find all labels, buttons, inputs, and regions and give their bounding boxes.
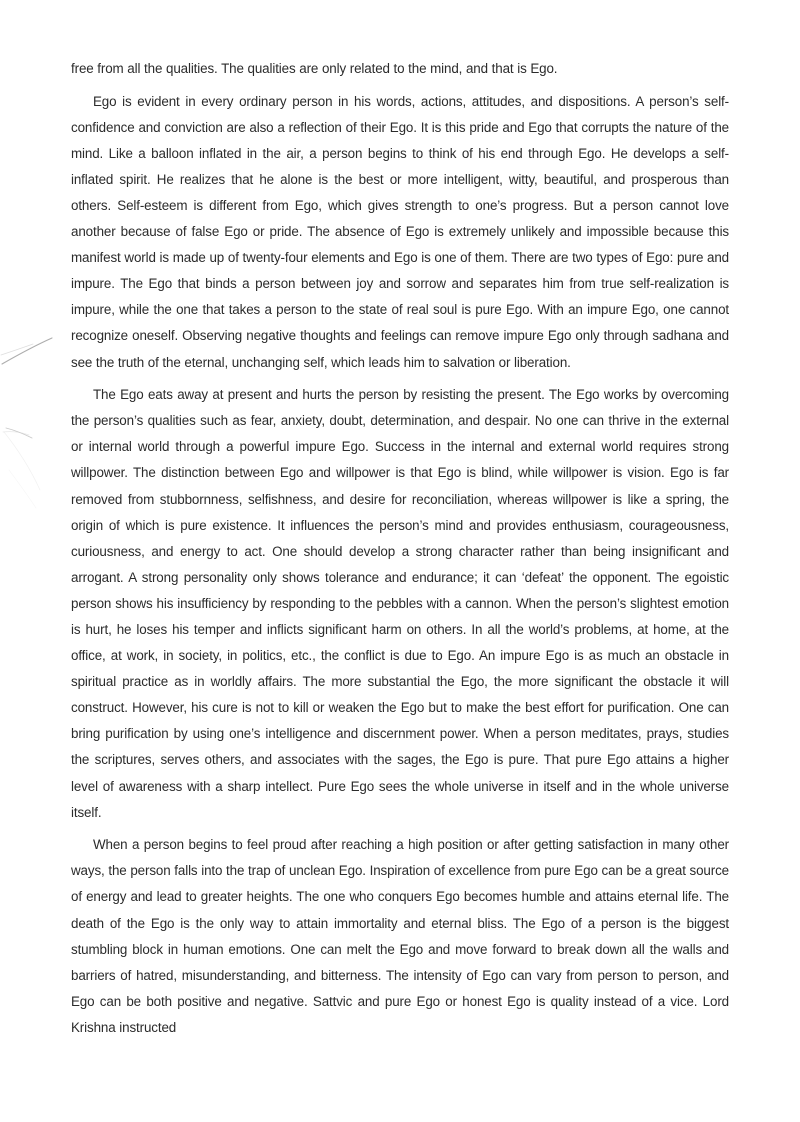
paragraph-feel-proud: When a person begins to feel proud after reaching a high position or after getting satisfaction in many other ways, the person falls into the trap of unclean Ego. Inspiration of excellence from pure Ego can be a great source of energy and lead to greater heights. The one who conquers Ego becomes humble and attains eternal life. The death of the Ego is the only way to attain immortality and eternal bliss. The Ego of a person is the biggest stumbling block in human emotions. One can melt the Ego and move forward to break down all the walls and barriers of hatred, misunderstanding, and bitterness. The intensity of Ego can vary from person to person, and Ego can be both positive and negative. Sattvic and pure Ego or honest Ego is quality instead of a vice. Lord Krishna instructed (71, 837, 729, 1035)
body-text-column (71, 56, 729, 1041)
paragraph-ego-evident: Ego is evident in every ordinary person in his words, actions, attitudes, and dispositions. A person’s self-confidence and conviction are also a reflection of their Ego. It is this pride and Ego that corrupts the nature of the mind. Like a balloon inflated in the air, a person begins to think of his end through Ego. He develops a self-inflated spirit. He realizes that he alone is the best or more intelligent, witty, beautiful, and prosperous than others. Self-esteem is different from Ego, which gives strength to one’s progress. But a person cannot love another because of false Ego or pride. The absence of Ego is extremely unlikely and impossible because this manifest world is made up of twenty-four elements and Ego is one of them. There are two types of Ego: pure and impure. The Ego that binds a person between joy and sorrow and separates him from true self-realization is impure, while the one that takes a person to the state of real soul is pure Ego. With an impure Ego, one cannot recognize oneself. Observing negative thoughts and feelings can remove impure Ego only through sadhana and see the truth of the eternal, unchanging self, which leads him to salvation or liberation. (71, 93, 729, 370)
paragraph-continuation: free from all the qualities. The qualities are only related to the mind, and that is Ego. (71, 61, 558, 76)
paragraph-ego-eats-away: The Ego eats away at present and hurts the person by resisting the present. The Ego works by overcoming the person’s qualities such as fear, anxiety, doubt, determination, and despair. No one can thrive in the external or internal world through a powerful impure Ego. Success in the internal and external world requires strong willpower. The distinction between Ego and willpower is that Ego is blind, while willpower is vision. Ego is far removed from stubbornness, selfishness, and desire for reconciliation, whereas willpower is like a spring, the origin of which is pure existence. It influences the person’s mind and provides enthusiasm, courageousness, curiousness, and energy to act. One should develop a strong character rather than being insignificant and arrogant. A strong personality only shows tolerance and endurance; it can ‘defeat’ the opponent. The egoistic person shows his insufficiency by responding to the pebbles with a cannon. When the person’s slightest emotion is hurt, he loses his temper and inflicts significant harm on others. In all the world’s problems, at home, at the office, at work, in society, in politics, etc., the conflict is due to Ego. An impure Ego is as much an obstacle in spiritual practice as in worldly affairs. The more substantial the Ego, the more significant the obstacle it will construct. However, his cure is not to kill or weaken the Ego but to make the best effort for purification. One can bring purification by using one’s intelligence and discernment power. When a person meditates, prays, studies the scriptures, serves others, and associates with the sages, the Ego is pure. That pure Ego attains a higher level of awareness with a sharp intellect. Pure Ego sees the whole universe in itself and in the whole universe itself. (71, 387, 729, 820)
